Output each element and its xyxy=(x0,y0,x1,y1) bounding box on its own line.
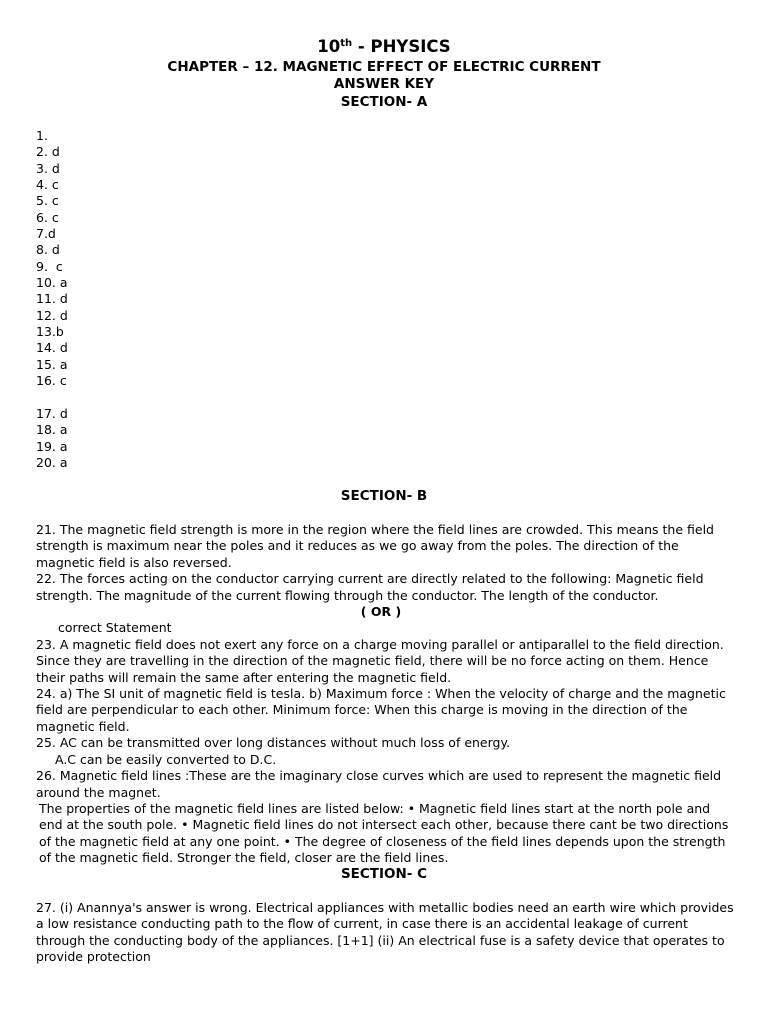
section-c-heading: SECTION- C xyxy=(340,866,428,882)
answer-23: 23. A magnetic field does not exert any force on a charge moving parallel or antiparallel to the field direction. Since they are travelling in the direction of the magnetic field, there will be no force acting on them. Hence their paths will remain the same after entering the magnetic field. xyxy=(36,636,724,685)
answer-24: 24. a) The SI unit of magnetic field is tesla. b) Maximum force : When the velocity of charge and the magnetic field are perpendicular to each other. Minimum force: When this charge is moving in the direction of the magnetic field. xyxy=(36,686,726,734)
answer-item: 11. d xyxy=(36,291,68,307)
answer-item: 13.b xyxy=(36,324,64,340)
answer-gap xyxy=(36,390,68,406)
answer-key-heading: ANSWER KEY xyxy=(333,76,435,92)
answer-item: 12. d xyxy=(36,307,68,323)
document-title xyxy=(0,36,768,58)
answer-26: 26. Magnetic field lines :These are the imaginary close curves which are used to represent the magnetic field around the magnet. xyxy=(36,768,722,800)
section-a-heading: SECTION- A xyxy=(340,94,428,110)
grade-superscript: th xyxy=(340,38,353,49)
answer-25: 25. AC can be transmitted over long distances without much loss of energy. xyxy=(36,735,511,751)
chapter-heading: CHAPTER – 12. MAGNETIC EFFECT OF ELECTRIC CURRENT xyxy=(167,59,601,75)
answer-25-continued: A.C can be easily converted to D.C. xyxy=(55,751,277,767)
answer-item: 5. c xyxy=(36,193,59,209)
answer-item: 17. d xyxy=(36,405,68,421)
or-label: ( OR ) xyxy=(360,604,402,620)
answer-item: 20. a xyxy=(36,454,68,470)
grade-number: 10 xyxy=(317,37,341,56)
answer-item: 14. d xyxy=(36,340,68,356)
subject-name: - PHYSICS xyxy=(352,37,451,56)
answer-item: 9. c xyxy=(36,258,63,274)
answer-item: 18. a xyxy=(36,422,68,438)
answer-item: 2. d xyxy=(36,144,60,160)
answer-item: 19. a xyxy=(36,438,68,454)
answer-21: 21. The magnetic field strength is more in the region where the field lines are crowded. This means the field strength is maximum near the poles and it reduces as we go away from the poles. The direction of the magnetic field is also reversed. xyxy=(36,522,714,570)
answer-item: 15. a xyxy=(36,356,68,372)
answer-22: 22. The forces acting on the conductor carrying current are directly related to the following: Magnetic field strength. The magnitude of the current flowing through the conductor. The length of the conductor. xyxy=(36,571,704,603)
section-a-answer-list xyxy=(36,128,68,471)
answer-item: 4. c xyxy=(36,177,59,193)
section-b-answers xyxy=(36,522,736,867)
answer-item: 8. d xyxy=(36,242,60,258)
answer-27: 27. (i) Anannya's answer is wrong. Electrical appliances with metallic bodies need an earth wire which provides a low resistance conducting path to the flow of current, in case there is an accidental leakage of current through the conducting body of the appliances. [1+1] (ii) An electrical fuse is a safety device that operates to provide protection xyxy=(36,900,734,965)
correct-statement: correct Statement xyxy=(58,620,172,636)
answer-item: 10. a xyxy=(36,275,68,291)
section-b-heading: SECTION- B xyxy=(340,488,428,504)
answer-item: 7.d xyxy=(36,226,56,242)
answer-item: 1. xyxy=(36,128,48,143)
section-c-answers xyxy=(36,900,736,966)
answer-item: 16. c xyxy=(36,373,67,389)
answer-item: 6. c xyxy=(36,209,59,225)
answer-item: 3. d xyxy=(36,160,60,176)
answer-26-properties: The properties of the magnetic field lines are listed below: • Magnetic field lines start at the north pole and end at the south pole. • Magnetic field lines do not intersect each other, because there cant be two directions of the magnetic field at any one point. • The degree of closeness of the field lines depends upon the strength of the magnetic field. Stronger the field, closer are the field lines. xyxy=(39,800,729,866)
